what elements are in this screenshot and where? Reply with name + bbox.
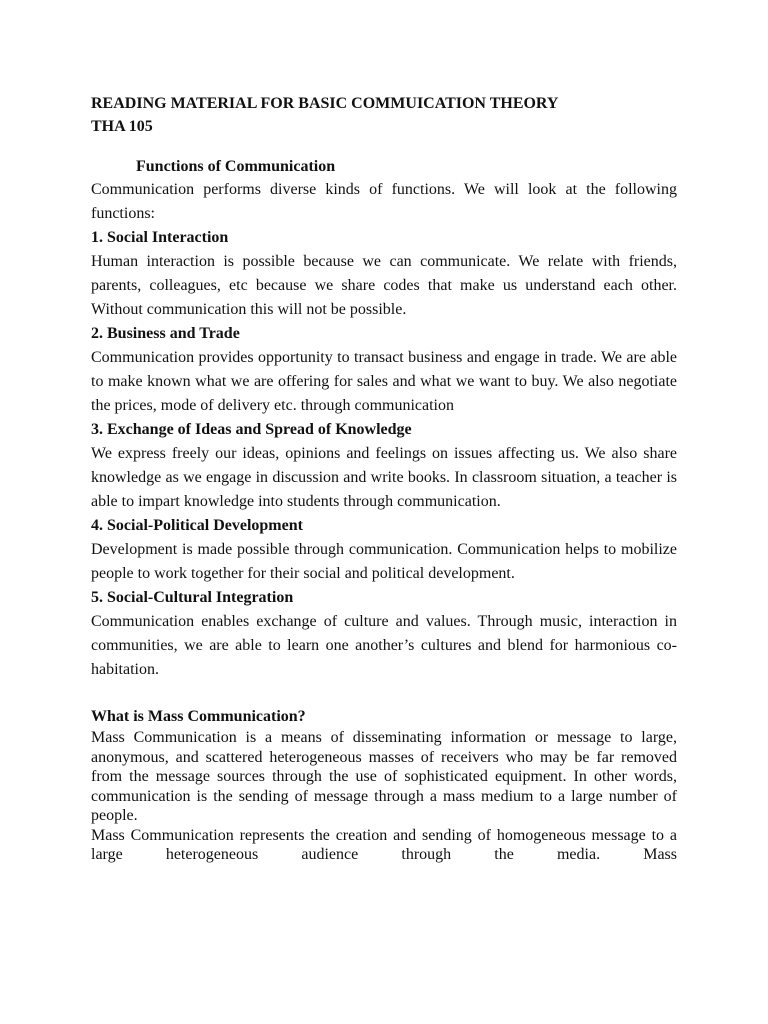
function-body-5: Communication enables exchange of culture and values. Through music, interaction in communities, we are able to learn one another’s cultures and blend for harmonious co-habitation. [91,613,677,678]
section-heading-functions: Functions of Communication [136,158,336,175]
document-page [91,92,677,865]
function-heading-4: 4. Social-Political Development [91,517,303,534]
function-body-4: Development is made possible through communication. Communication helps to mobilize people to work together for their social and political development. [91,541,677,582]
intro-paragraph: Communication performs diverse kinds of functions. We will look at the following functions: [91,181,677,222]
function-heading-3: 3. Exchange of Ideas and Spread of Knowledge [91,421,412,438]
mass-communication-heading: What is Mass Communication? [91,708,306,725]
function-heading-5: 5. Social-Cultural Integration [91,589,294,606]
functions-section [91,178,677,706]
function-body-3: We express freely our ideas, opinions and feelings on issues affecting us. We also share knowledge as we engage in discussion and write books. In classroom situation, a teacher is able to impart knowledge into students through communication. [91,445,677,510]
mass-communication-paragraph-2: Mass Communication represents the creation and sending of homogeneous message to a large heterogeneous audience through the media. Mass [91,826,677,863]
function-heading-2: 2. Business and Trade [91,325,240,342]
function-body-2: Communication provides opportunity to transact business and engage in trade. We are able to make known what we are offering for sales and what we want to buy. We also negotiate the prices, mode of delivery etc. through communication [91,349,677,414]
document-title-line-1: READING MATERIAL FOR BASIC COMMUICATION THEORY [91,95,559,112]
document-title-line-2: THA 105 [91,118,153,135]
spacer [91,682,677,706]
spacer [91,138,677,155]
function-heading-1: 1. Social Interaction [91,229,229,246]
mass-communication-section [91,706,677,865]
mass-communication-paragraph-1: Mass Communication is a means of disseminating information or message to large, anonymous, and scattered heterogeneous masses of receivers who may be far removed from the message sources through the use of sophisticated equipment. In other words, communication is the sending of message through a mass medium to a large number of people. [91,729,677,824]
function-body-1: Human interaction is possible because we can communicate. We relate with friends, parents, colleagues, etc because we share codes that make us understand each other. Without communication this will not be possible. [91,253,677,318]
